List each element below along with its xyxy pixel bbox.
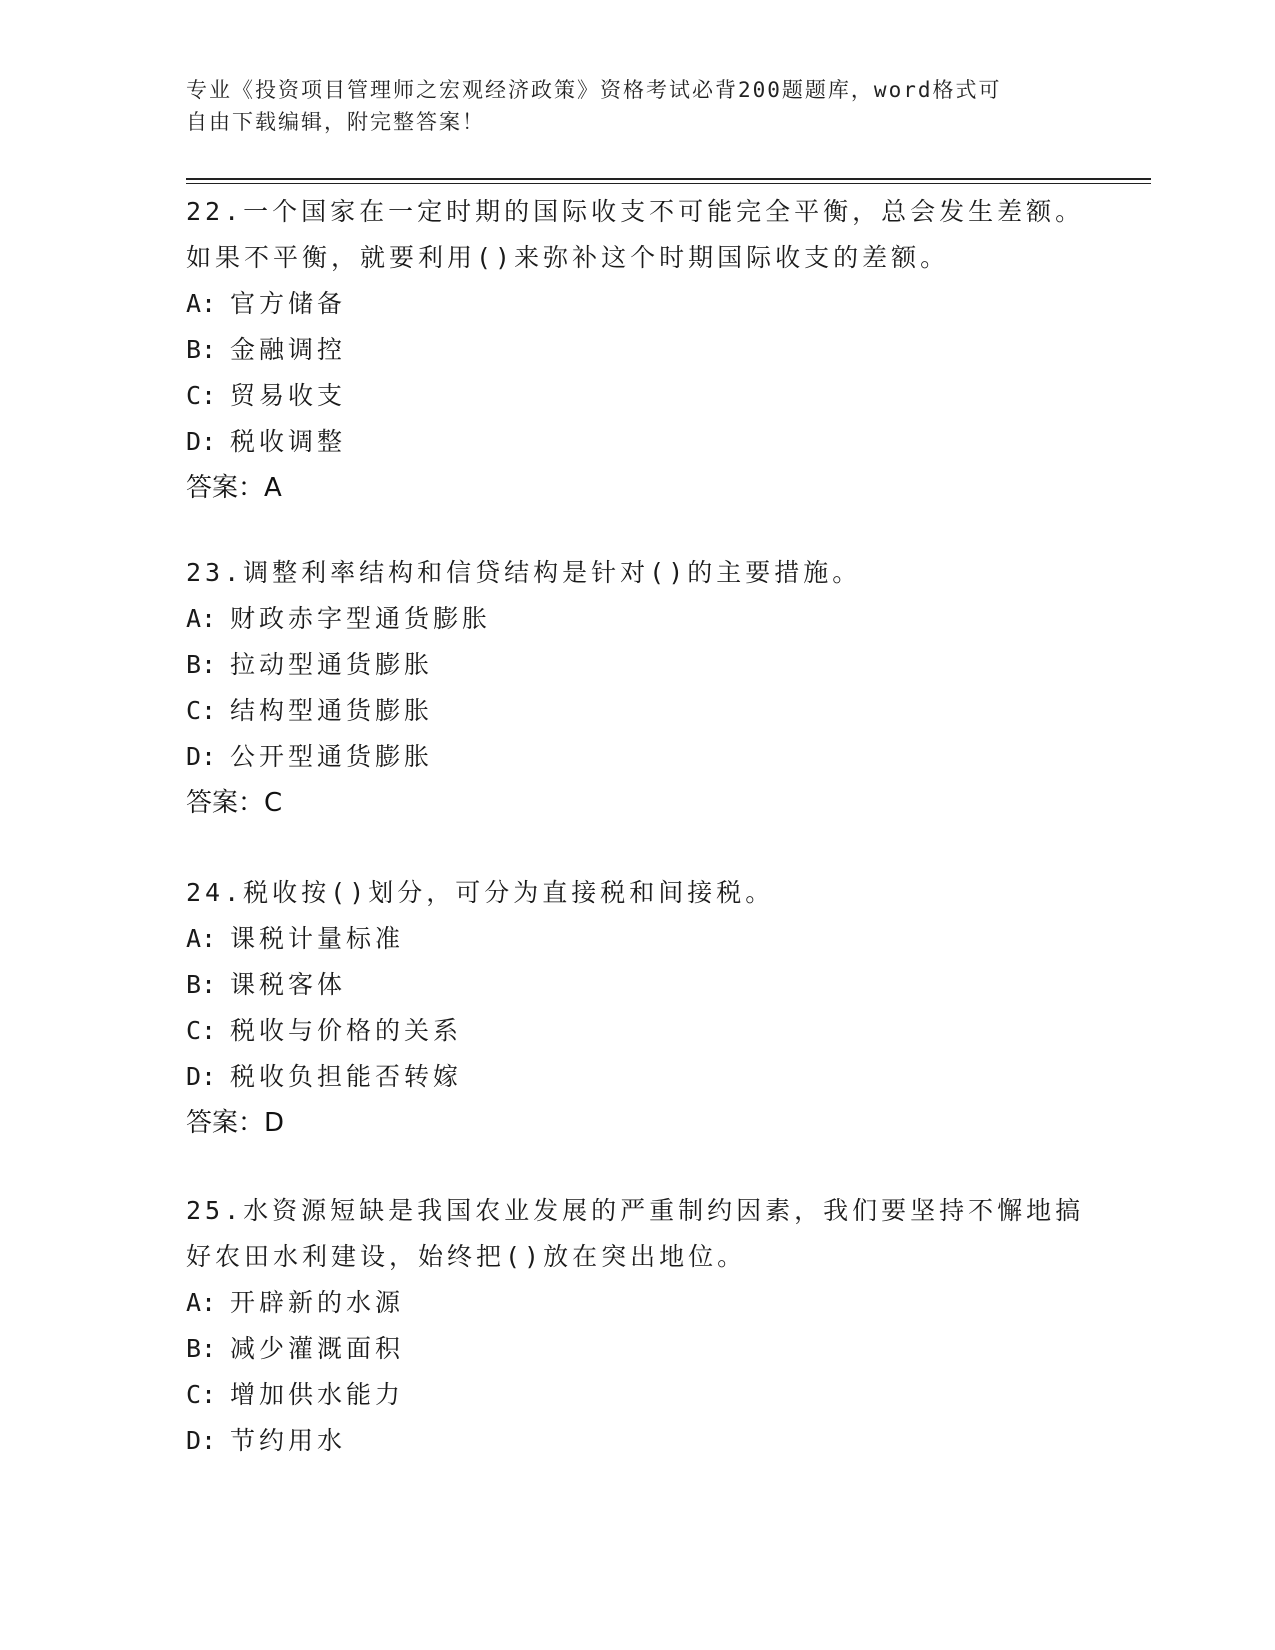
question-25 <box>186 1188 1086 1464</box>
option-a <box>186 596 1086 642</box>
answer-line: 答案：C <box>186 788 283 818</box>
option-key: A: <box>186 604 217 633</box>
question-text-line: 25.水资源短缺是我国农业发展的严重制约因素，我们要坚持不懈地搞 <box>186 1196 1085 1225</box>
answer-line: 答案：A <box>186 473 282 503</box>
question-24 <box>186 870 1086 1146</box>
option-d <box>186 1418 1086 1464</box>
header-line-1: 专业《投资项目管理师之宏观经济政策》资格考试必背200题题库，word格式可 <box>186 78 1002 102</box>
option-text: 金融调控 <box>230 335 347 364</box>
option-key: D: <box>186 427 217 456</box>
option-text: 税收调整 <box>230 427 347 456</box>
option-text: 贸易收支 <box>230 381 347 410</box>
option-d <box>186 734 1086 780</box>
option-d <box>186 419 1086 465</box>
question-text-line: 23.调整利率结构和信贷结构是针对()的主要措施。 <box>186 558 862 587</box>
option-key: B: <box>186 335 217 364</box>
option-b <box>186 1326 1086 1372</box>
option-text: 节约用水 <box>230 1426 347 1455</box>
option-text: 税收负担能否转嫁 <box>230 1062 463 1091</box>
option-key: B: <box>186 650 217 679</box>
option-c <box>186 688 1086 734</box>
option-b <box>186 327 1086 373</box>
question-text-line: 24.税收按()划分，可分为直接税和间接税。 <box>186 878 775 907</box>
option-key: B: <box>186 970 217 999</box>
option-d <box>186 1054 1086 1100</box>
option-c <box>186 1008 1086 1054</box>
header-divider <box>186 178 1151 180</box>
header-divider-thin <box>186 183 1151 184</box>
option-b <box>186 642 1086 688</box>
option-text: 公开型通货膨胀 <box>230 742 434 771</box>
question-text-line: 22.一个国家在一定时期的国际收支不可能完全平衡，总会发生差额。 <box>186 197 1085 226</box>
option-text: 官方储备 <box>230 289 347 318</box>
option-key: C: <box>186 1016 217 1045</box>
document-header <box>186 74 1066 138</box>
option-key: C: <box>186 696 217 725</box>
option-key: C: <box>186 381 217 410</box>
option-text: 拉动型通货膨胀 <box>230 650 434 679</box>
option-text: 增加供水能力 <box>230 1380 405 1409</box>
option-key: D: <box>186 1062 217 1091</box>
option-text: 开辟新的水源 <box>230 1288 405 1317</box>
option-a <box>186 1280 1086 1326</box>
option-key: D: <box>186 1426 217 1455</box>
option-b <box>186 962 1086 1008</box>
option-a <box>186 281 1086 327</box>
option-text: 税收与价格的关系 <box>230 1016 463 1045</box>
option-text: 减少灌溉面积 <box>230 1334 405 1363</box>
option-key: B: <box>186 1334 217 1363</box>
question-22 <box>186 189 1086 511</box>
option-c <box>186 1372 1086 1418</box>
option-c <box>186 373 1086 419</box>
option-key: D: <box>186 742 217 771</box>
option-key: A: <box>186 1288 217 1317</box>
question-text-line: 如果不平衡，就要利用()来弥补这个时期国际收支的差额。 <box>186 243 950 272</box>
option-text: 课税计量标准 <box>230 924 405 953</box>
option-key: C: <box>186 1380 217 1409</box>
question-23 <box>186 550 1086 826</box>
option-a <box>186 916 1086 962</box>
option-text: 结构型通货膨胀 <box>230 696 434 725</box>
header-line-2: 自由下载编辑，附完整答案！ <box>186 110 485 134</box>
option-text: 课税客体 <box>230 970 347 999</box>
option-key: A: <box>186 289 217 318</box>
option-key: A: <box>186 924 217 953</box>
option-text: 财政赤字型通货膨胀 <box>230 604 492 633</box>
question-text-line: 好农田水利建设，始终把()放在突出地位。 <box>186 1242 747 1271</box>
answer-line: 答案：D <box>186 1108 285 1138</box>
